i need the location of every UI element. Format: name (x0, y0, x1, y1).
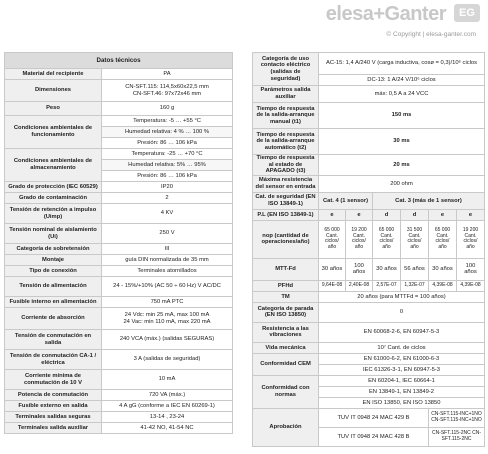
right-spec-table (252, 52, 485, 447)
left-table-title: Datos técnicos (5, 53, 233, 69)
row-label: Corriente mínima de conmutación de 10 V (5, 370, 102, 390)
row-value: 10 mA (102, 370, 233, 390)
row-label: Corriente de absorción (5, 308, 102, 330)
row-value: 41-42 NO, 41-54 NC (102, 423, 233, 434)
row-value: máx: 0,5 A a 24 VCC (319, 86, 485, 103)
row-label: Tensión de conmutación en salida (5, 330, 102, 350)
row-label: Tensión de alimentación (5, 277, 102, 297)
nop-label: nop (cantidad de operaciones/año) (253, 220, 319, 258)
nop-value: 19 200 Cant. ciclos/ año (457, 220, 485, 258)
row-value: 240 VCA (máx.) (salidas SEGURAS) (102, 330, 233, 350)
pl-value: d (373, 209, 401, 220)
row-label: Potencia de conmutación (5, 390, 102, 401)
row-value: Temperatura: -5 … +55 °C (102, 116, 233, 127)
row-value: Humedad relativa: 4 % … 100 % (102, 127, 233, 138)
row-label: Condiciones ambientales de funcionamiento (5, 116, 102, 149)
brand-wordmark: elesa+Ganter (325, 3, 446, 25)
normas-value: EN 60204-1, IEC 60664-1 (319, 375, 485, 386)
mttfd-value: 30 años (429, 258, 457, 280)
row-value: Humedad relativa: 5% … 95% (102, 160, 233, 171)
cat-3-header: Cat. 3 (más de 1 sensor) (373, 192, 485, 209)
row-value: Presión: 86 … 106 kPa (102, 171, 233, 182)
row-label: Grado de contaminación (5, 193, 102, 204)
row-value: 200 ohm (319, 175, 485, 192)
cem-label: Conformidad CEM (253, 353, 319, 375)
pfhd-value: 9,64E-08 (319, 280, 346, 291)
row-label: Fusible interno en alimentación (5, 297, 102, 308)
pl-value: e (319, 209, 346, 220)
row-label: Fusible externo en salida (5, 401, 102, 412)
row-label: Montaje (5, 255, 102, 266)
row-label: Tiempo de respuesta de la salida-arranque automático (t2) (253, 129, 319, 155)
pl-value: d (401, 209, 429, 220)
nop-value: 65 000 Cant. ciclos/ año (319, 220, 346, 258)
aprob-cert: TUV IT 0948 24 MAC 428 B (319, 427, 429, 446)
mttfd-label: MTT-Fd (253, 258, 319, 280)
row-value: 2 (102, 193, 233, 204)
pl-value: e (429, 209, 457, 220)
row-label: Tiempo de respuesta al estado de APAGADO (t3) (253, 155, 319, 176)
row-value: 24 - 15%/+10% (AC 50 ÷ 60 Hz) V AC/DC (102, 277, 233, 297)
cem-value: IEC 61326-3-1, EN 60947-5-3 (319, 364, 485, 375)
row-label: Tensión nominal de aislamiento (Ui) (5, 224, 102, 244)
left-spec-table (4, 52, 233, 434)
mttfd-value: 30 años (319, 258, 346, 280)
row-label: Resistencia a las vibraciones (253, 322, 319, 342)
row-label: Condiciones ambientales de almacenamiento (5, 149, 102, 182)
row-value: PA (102, 69, 233, 80)
row-label: Máxima resistencia del sensor en entrada (253, 175, 319, 192)
row-label: Terminales salidas seguras (5, 412, 102, 423)
row-value: 4 KV (102, 204, 233, 224)
normas-value: EN ISO 13850, EN ISO 13850 (319, 397, 485, 408)
cat-4-header: Cat. 4 (1 sensor) (319, 192, 373, 209)
row-label: Dimensiones (5, 80, 102, 102)
normas-label: Conformidad con normas (253, 375, 319, 408)
nop-value: 19 200 Cant. ciclos/ año (346, 220, 373, 258)
pfhd-value: 2,57E-07 (373, 280, 401, 291)
row-value: IP20 (102, 182, 233, 193)
row-label: Tensión de retención a impulso (Uimp) (5, 204, 102, 224)
row-value: EN 60068-2-6, EN 60947-5-3 (319, 322, 485, 342)
row-value: III (102, 244, 233, 255)
pfhd-value: 2,40E-08 (346, 280, 373, 291)
row-value: 20 ms (319, 155, 485, 176)
brand-copyright: © Copyright | elesa-ganter.com (386, 31, 476, 38)
tm-label: TM (253, 291, 319, 302)
aprob-models: CN-SFT.115-INC+1NO CN-SFT.115-INC+1NO (429, 408, 485, 427)
pfhd-label: PFHd (253, 280, 319, 291)
row-label: Terminales salida auxiliar (5, 423, 102, 434)
aprob-cert: TUV IT 0948 24 MAC 429 B (319, 408, 429, 427)
pfhd-value: 4,39E-08 (429, 280, 457, 291)
mttfd-value: 100 años (346, 258, 373, 280)
normas-value: EN 13849-1, EN 13849-2 (319, 386, 485, 397)
row-value: DC-13: 1 A/24 V/10⁶ ciclos (319, 75, 485, 86)
row-value: 150 ms (319, 103, 485, 129)
pl-label: P.L (EN ISO 13849-1) (253, 209, 319, 220)
row-value: 10⁷ Cant. de ciclos (319, 342, 485, 353)
row-value: AC-15: 1,4 A/240 V (carga inductiva, cosø = 0,3)/10⁶ ciclos (319, 53, 485, 75)
nop-value: 65 000 Cant. ciclos/ año (373, 220, 401, 258)
pl-value: e (457, 209, 485, 220)
row-label: Tensión de conmutación CA-1 / eléctrica (5, 350, 102, 370)
row-label: Parámetros salida auxiliar (253, 86, 319, 103)
row-value: 250 V (102, 224, 233, 244)
brand-badge-icon: EG (454, 4, 480, 22)
row-value: 720 VA (máx.) (102, 390, 233, 401)
cat-label: Cat. de seguridad (EN ISO 13849-1) (253, 192, 319, 209)
row-value: 4 A gG (conforme a IEC EN 60269-1) (102, 401, 233, 412)
row-label: Vida mecánica (253, 342, 319, 353)
pfhd-value: 1,32E-07 (401, 280, 429, 291)
mttfd-value: 30 años (373, 258, 401, 280)
row-value: 13-14 , 23-24 (102, 412, 233, 423)
row-value: 0 (319, 302, 485, 322)
nop-value: 31 500 Cant. ciclos/ año (401, 220, 429, 258)
row-label: Categoría de sobretensión (5, 244, 102, 255)
aprob-models: CN-SFT.115-2NC CN-SFT.115-2NC (429, 427, 485, 446)
pl-value: e (346, 209, 373, 220)
row-value: 750 mA PTC (102, 297, 233, 308)
row-value: CN-SFT.115: 114,5x60x22,5 mm CN-SFT.46: 97x72x46 mm (102, 80, 233, 102)
row-value: 160 g (102, 102, 233, 116)
row-label: Categoría de uso contacto eléctrico (salidas de seguridad) (253, 53, 319, 86)
row-label: Peso (5, 102, 102, 116)
cem-value: EN 61000-6-2, EN 61000-6-3 (319, 353, 485, 364)
row-value: 24 Vdc: min 25 mA, max 100 mA 24 Vac: min 110 mA, max 220 mA (102, 308, 233, 330)
row-label: Tipo de conexión (5, 266, 102, 277)
tm-value: 20 años (para MTTFd = 100 años) (319, 291, 485, 302)
row-label: Grado de protección (IEC 60529) (5, 182, 102, 193)
row-value: 3 A (salidas de seguridad) (102, 350, 233, 370)
nop-value: 65 000 Cant. ciclos/ año (429, 220, 457, 258)
row-value: Presión: 86 … 106 kPa (102, 138, 233, 149)
row-value: guía DIN normalizada de 35 mm (102, 255, 233, 266)
pfhd-value: 4,39E-08 (457, 280, 485, 291)
row-value: Temperatura: -25 … +70 °C (102, 149, 233, 160)
row-label: Categoría de parada (EN ISO 13850) (253, 302, 319, 322)
mttfd-value: 100 años (457, 258, 485, 280)
row-value: Terminales atornillados (102, 266, 233, 277)
aprob-label: Aprobación (253, 408, 319, 446)
row-label: Material del recipiente (5, 69, 102, 80)
row-label: Tiempo de respuesta de la salida-arranque manual (t1) (253, 103, 319, 129)
row-value: 30 ms (319, 129, 485, 155)
brand-logo (260, 3, 480, 43)
mttfd-value: 56 años (401, 258, 429, 280)
